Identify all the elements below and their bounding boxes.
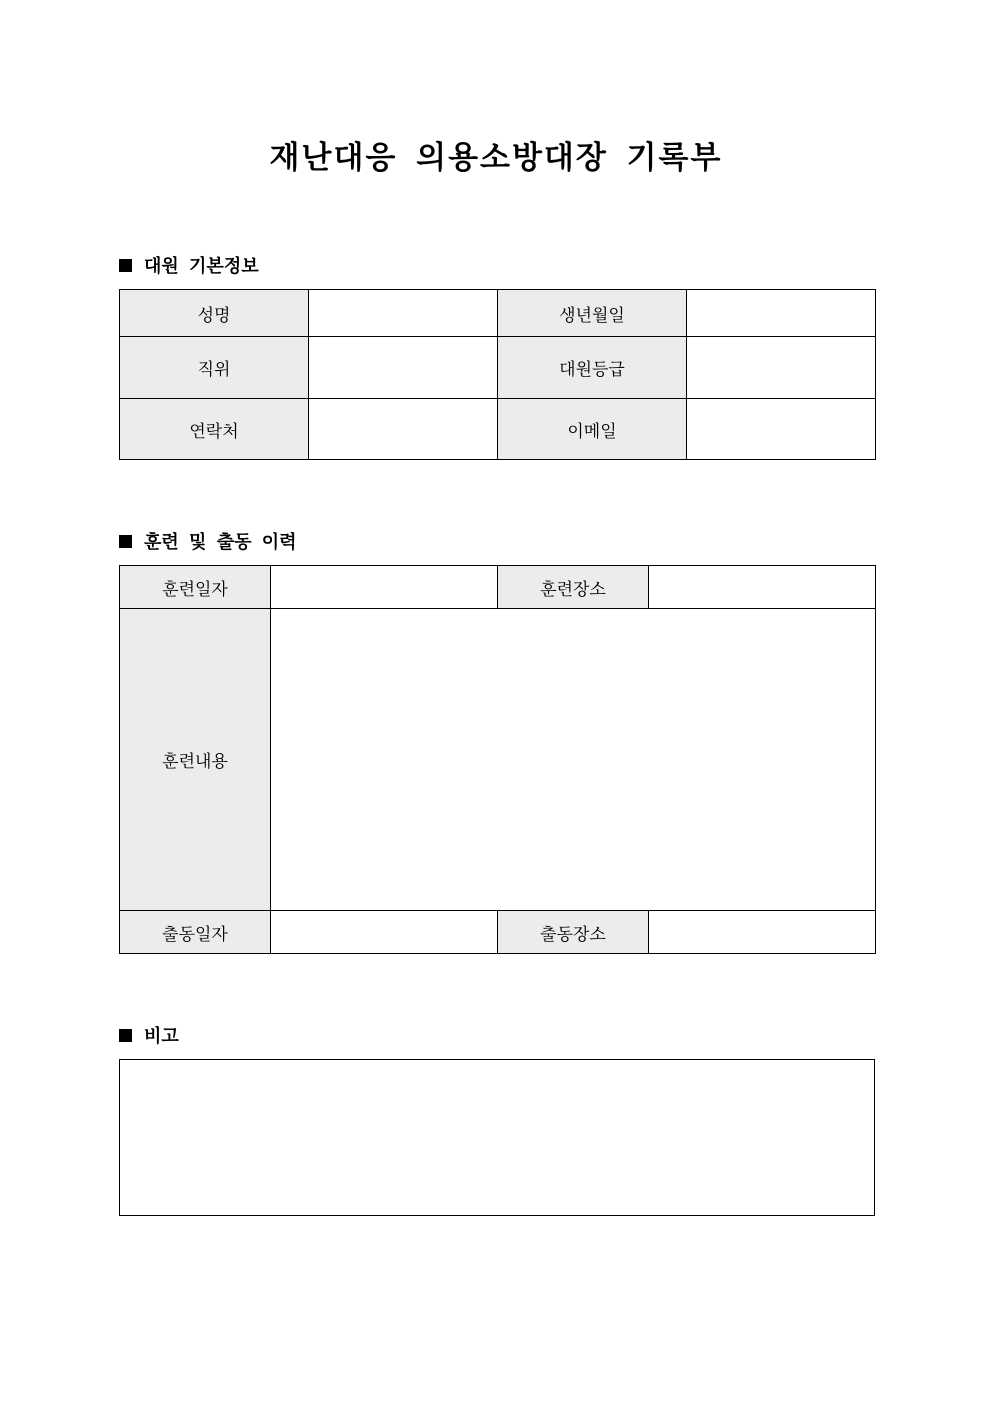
table-row	[120, 399, 876, 460]
table-row	[120, 911, 876, 954]
dispatch-date-label: 출동일자	[120, 911, 271, 954]
table-row	[120, 337, 876, 399]
training-place-label: 훈련장소	[498, 566, 649, 609]
dispatch-place-field[interactable]	[649, 911, 876, 954]
section-heading-training-history	[119, 529, 297, 553]
section-heading-remarks	[119, 1023, 179, 1047]
position-label: 직위	[120, 337, 309, 399]
table-row	[120, 609, 876, 911]
birthdate-field[interactable]	[687, 290, 876, 337]
section-heading-basic-info	[119, 253, 259, 277]
page-title: 재난대응 의용소방대장 기록부	[269, 140, 723, 176]
member-grade-label: 대원등급	[498, 337, 687, 399]
section-heading-label: 훈련 및 출동 이력	[144, 532, 297, 553]
contact-label: 연락처	[120, 399, 309, 460]
email-label: 이메일	[498, 399, 687, 460]
email-field[interactable]	[687, 399, 876, 460]
training-date-label: 훈련일자	[120, 566, 271, 609]
dispatch-date-field[interactable]	[271, 911, 498, 954]
member-grade-field[interactable]	[687, 337, 876, 399]
section-heading-label: 비고	[144, 1026, 179, 1047]
remarks-field[interactable]	[119, 1059, 875, 1216]
training-date-field[interactable]	[271, 566, 498, 609]
square-bullet-icon	[119, 535, 132, 548]
table-row	[120, 290, 876, 337]
basic-info-table	[119, 289, 876, 460]
square-bullet-icon	[119, 1029, 132, 1042]
dispatch-place-label: 출동장소	[498, 911, 649, 954]
name-label: 성명	[120, 290, 309, 337]
position-field[interactable]	[309, 337, 498, 399]
section-heading-label: 대원 기본정보	[144, 256, 259, 277]
training-history-table	[119, 565, 876, 954]
training-place-field[interactable]	[649, 566, 876, 609]
name-field[interactable]	[309, 290, 498, 337]
contact-field[interactable]	[309, 399, 498, 460]
table-row	[120, 566, 876, 609]
training-content-field[interactable]	[271, 609, 876, 911]
birthdate-label: 생년월일	[498, 290, 687, 337]
training-content-label: 훈련내용	[120, 609, 271, 911]
square-bullet-icon	[119, 259, 132, 272]
